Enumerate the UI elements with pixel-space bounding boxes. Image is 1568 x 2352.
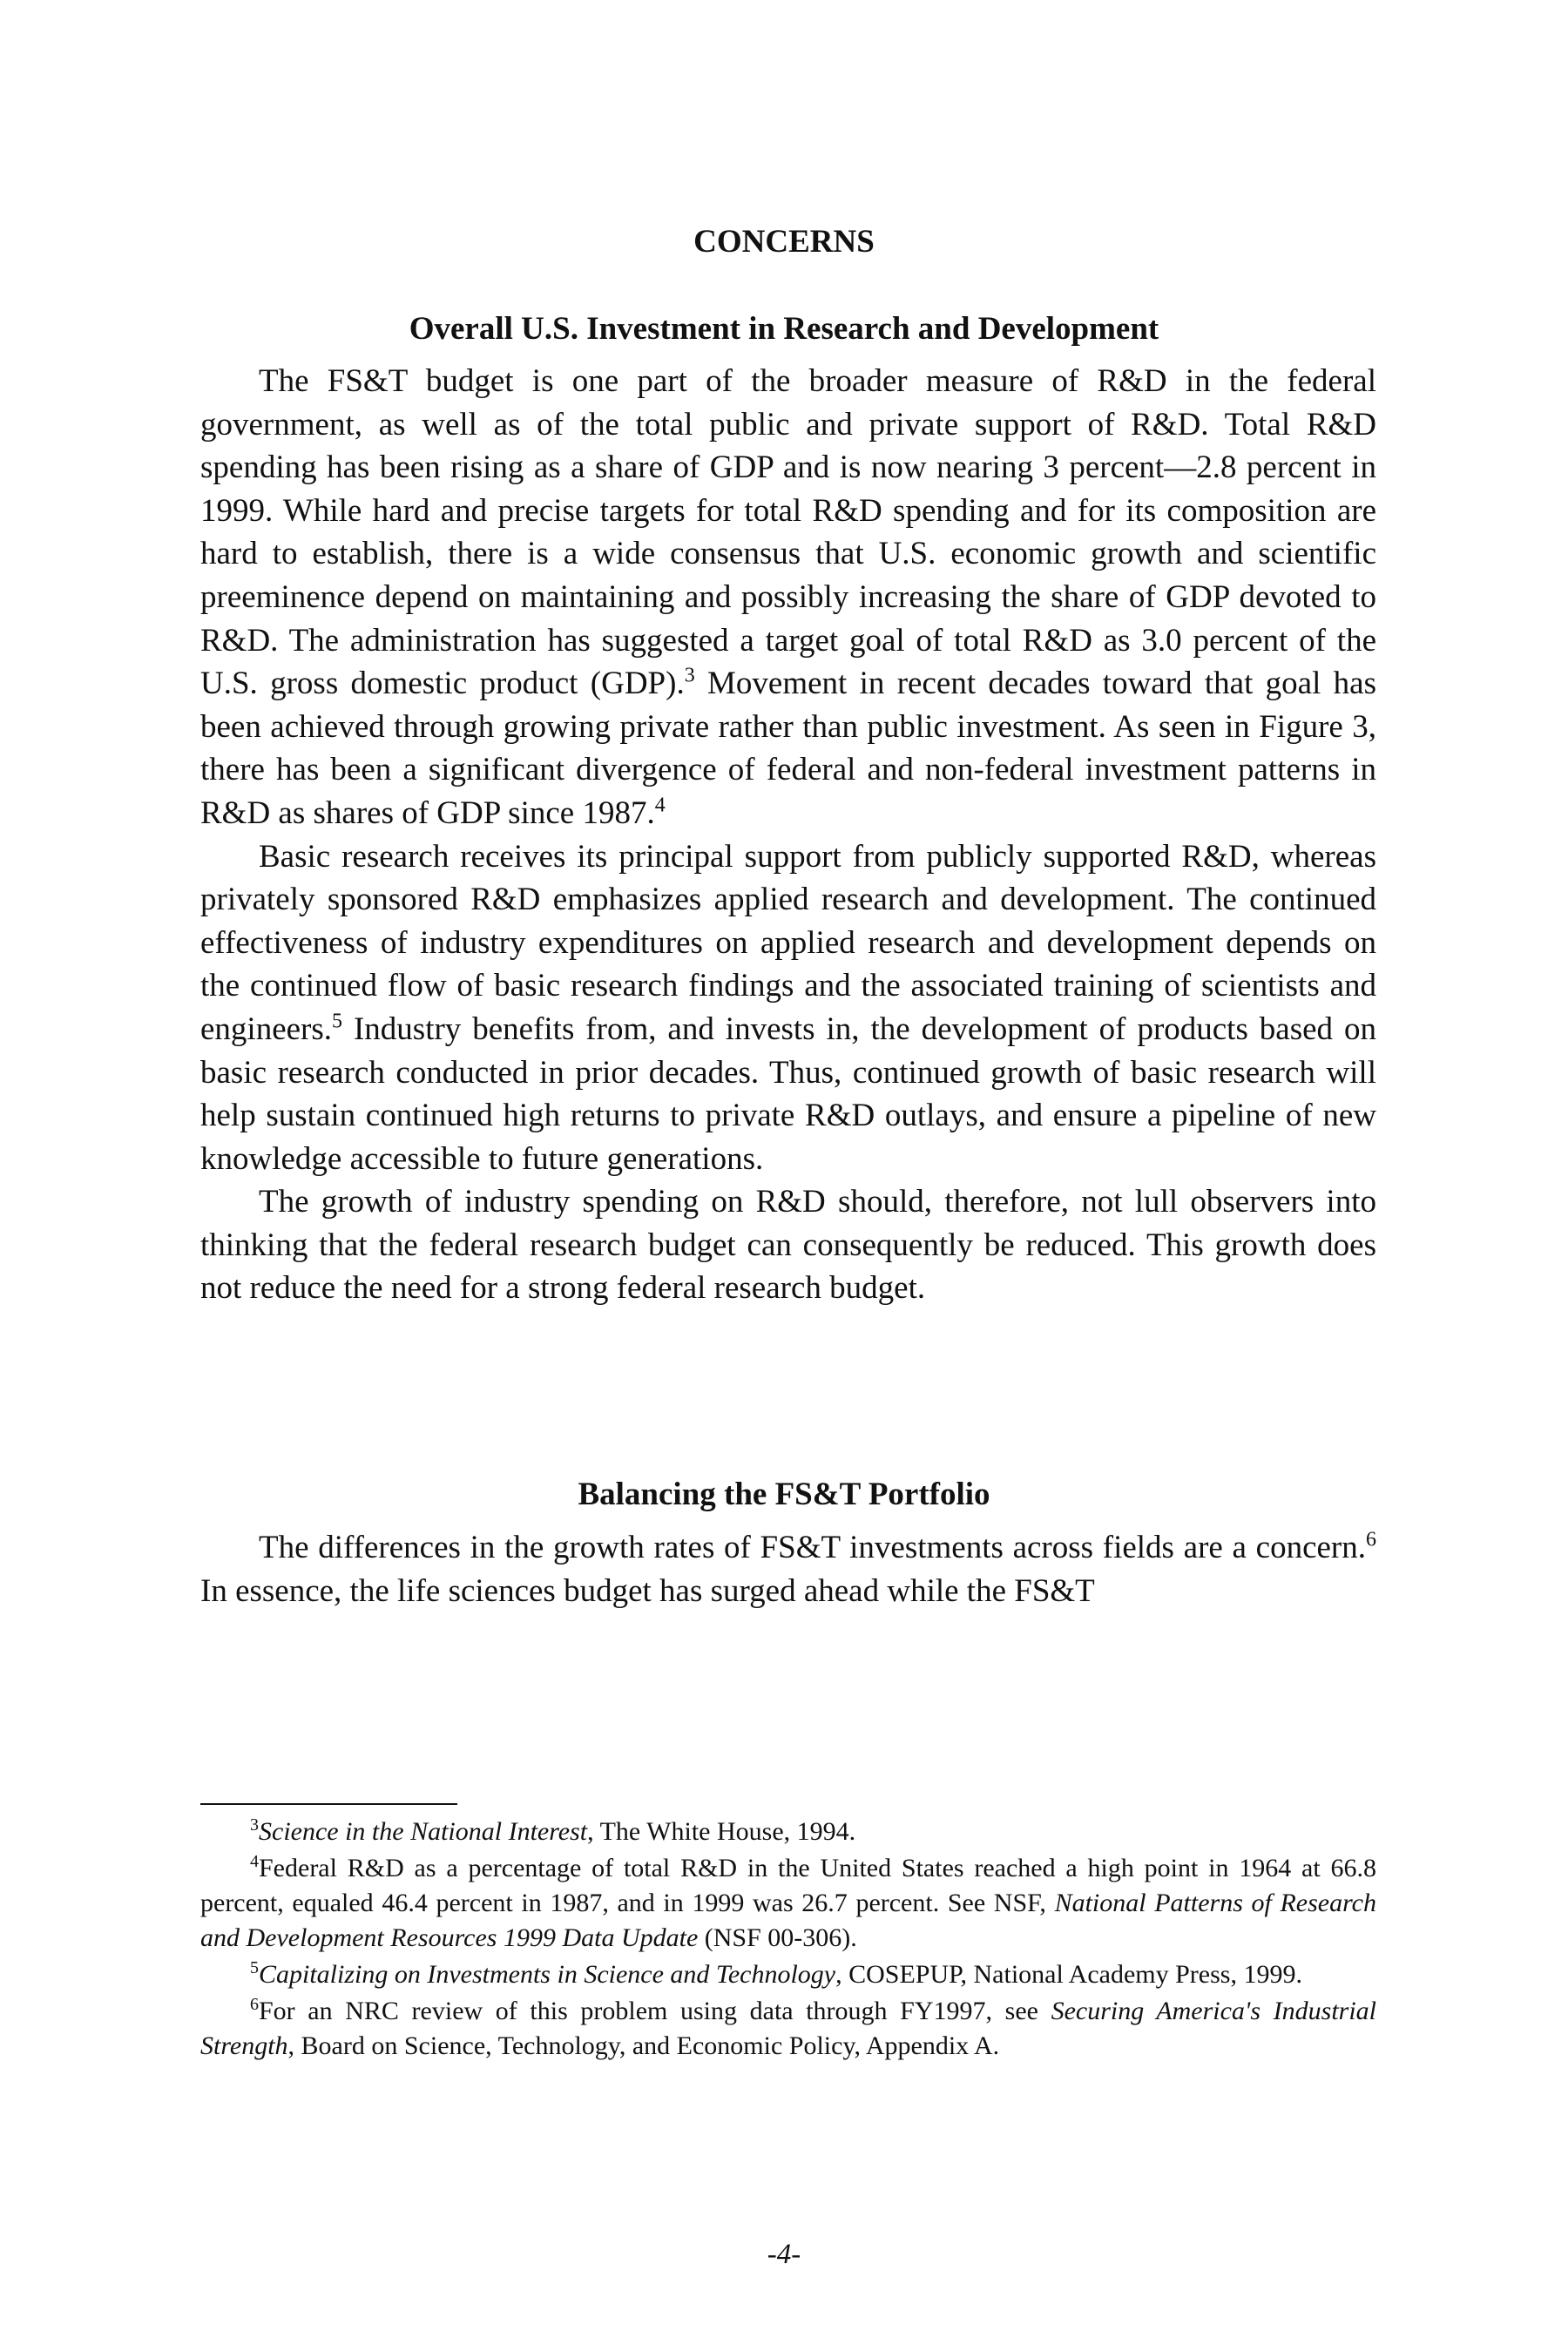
subsection-title-balancing: Balancing the FS&T Portfolio — [578, 1477, 990, 1512]
footnote-mark: 6 — [250, 1995, 259, 2014]
paragraph-industry-growth: The growth of industry spending on R&D should, therefore, not lull observers into thinking that the federal research budget can consequently be reduced. This growth does not reduce the need for a strong federal research budget. — [200, 1184, 1376, 1307]
paragraph-text: The FS&T budget is one part of the broader measure of R&D in the federal government, as well as of the total public and private support of R&D. Total R&D spending has been rising as a share of GDP and is now nearing 3 percent—2.8 percent in 1999. While hard and precise targets for total R&D spending and for its composition are hard to establish, there is a wide consensus that U.S. economic growth and scientific preeminence depend on maintaining and possibly increasing the share of GDP devoted to R&D. The administration has suggested a target goal of total R&D as 3.0 percent of the U.S. gross domestic product (GDP). — [200, 363, 1376, 702]
footnote-text: (NSF 00-306). — [698, 1923, 857, 1952]
footnote-6 — [200, 1994, 1376, 2064]
footnote-mark: 4 — [250, 1852, 259, 1871]
paragraph-text: Movement in recent decades toward that goal has been achieved through growing private rather than public investment. As seen in Figure 3, there has been a significant divergence of federal and non-federal investment patterns in R&D as shares of GDP since 1987. — [200, 666, 1377, 831]
footnote-text: , COSEPUP, National Academy Press, 1999. — [835, 1960, 1302, 1989]
footnote-title: Science in the National Interest — [259, 1817, 588, 1846]
footnote-divider — [200, 1803, 457, 1805]
footnote-text: Federal R&D as a percentage of total R&D in the United States reached a high point in 1964 at 66.8 percent, equaled 46.4 percent in 1987, and in 1999 was 26.7 percent. See NSF, — [200, 1854, 1376, 1917]
footnote-mark: 3 — [250, 1815, 259, 1835]
footnote-ref-5: 5 — [332, 1010, 343, 1033]
footnote-ref-4: 4 — [654, 794, 666, 817]
footnote-title: Capitalizing on Investments in Science and Technology — [259, 1960, 836, 1989]
page-number: -4- — [767, 2239, 801, 2270]
footnote-4 — [200, 1851, 1376, 1956]
section-title-concerns: CONCERNS — [693, 224, 875, 260]
paragraph-text: In essence, the life sciences budget has surged ahead while the FS&T — [200, 1572, 1095, 1609]
footnote-title: Securing America's Industrial Strength — [200, 1997, 1376, 2060]
footnote-5 — [200, 1957, 1376, 1992]
paragraph-basic-research — [200, 835, 1376, 1181]
paragraph-fst-budget — [200, 360, 1376, 835]
paragraph-text: Basic research receives its principal support from publicly supported R&D, whereas privately sponsored R&D emphasizes applied research and development. The continued effectiveness of industry expenditures on applied research and development depends on the continued flow of basic research findings and the associated training of scientists and engineers. — [200, 838, 1376, 1047]
footnote-3 — [200, 1815, 1376, 1849]
subsection-title-overall-investment: Overall U.S. Investment in Research and Development — [409, 311, 1159, 347]
footnote-ref-6: 6 — [1366, 1528, 1376, 1551]
footnote-text: , Board on Science, Technology, and Economic Policy, Appendix A. — [287, 2031, 1000, 2060]
body-section-balancing — [200, 1526, 1376, 1612]
footnote-text: For an NRC review of this problem using data through FY1997, see — [259, 1997, 1051, 2025]
paragraph-text: The differences in the growth rates of FS&T investments across fields are a concern. — [259, 1530, 1366, 1565]
footnote-ref-3: 3 — [684, 664, 695, 687]
paragraph-text: Industry benefits from, and invests in, the development of products based on basic research conducted in prior decades. Thus, continued growth of basic research will help sustain continued high returns to private R&D outlays, and ensure a pipeline of new knowledge accessible to future generations. — [200, 1010, 1376, 1177]
footnote-title: National Patterns of Research and Development Resources 1999 Data Update — [200, 1889, 1376, 1952]
footnotes — [200, 1815, 1376, 2065]
body-section-overall — [200, 360, 1376, 1310]
footnote-text: , The White House, 1994. — [587, 1817, 856, 1846]
footnote-mark: 5 — [250, 1958, 259, 1977]
paragraph-growth-rates — [200, 1526, 1376, 1612]
